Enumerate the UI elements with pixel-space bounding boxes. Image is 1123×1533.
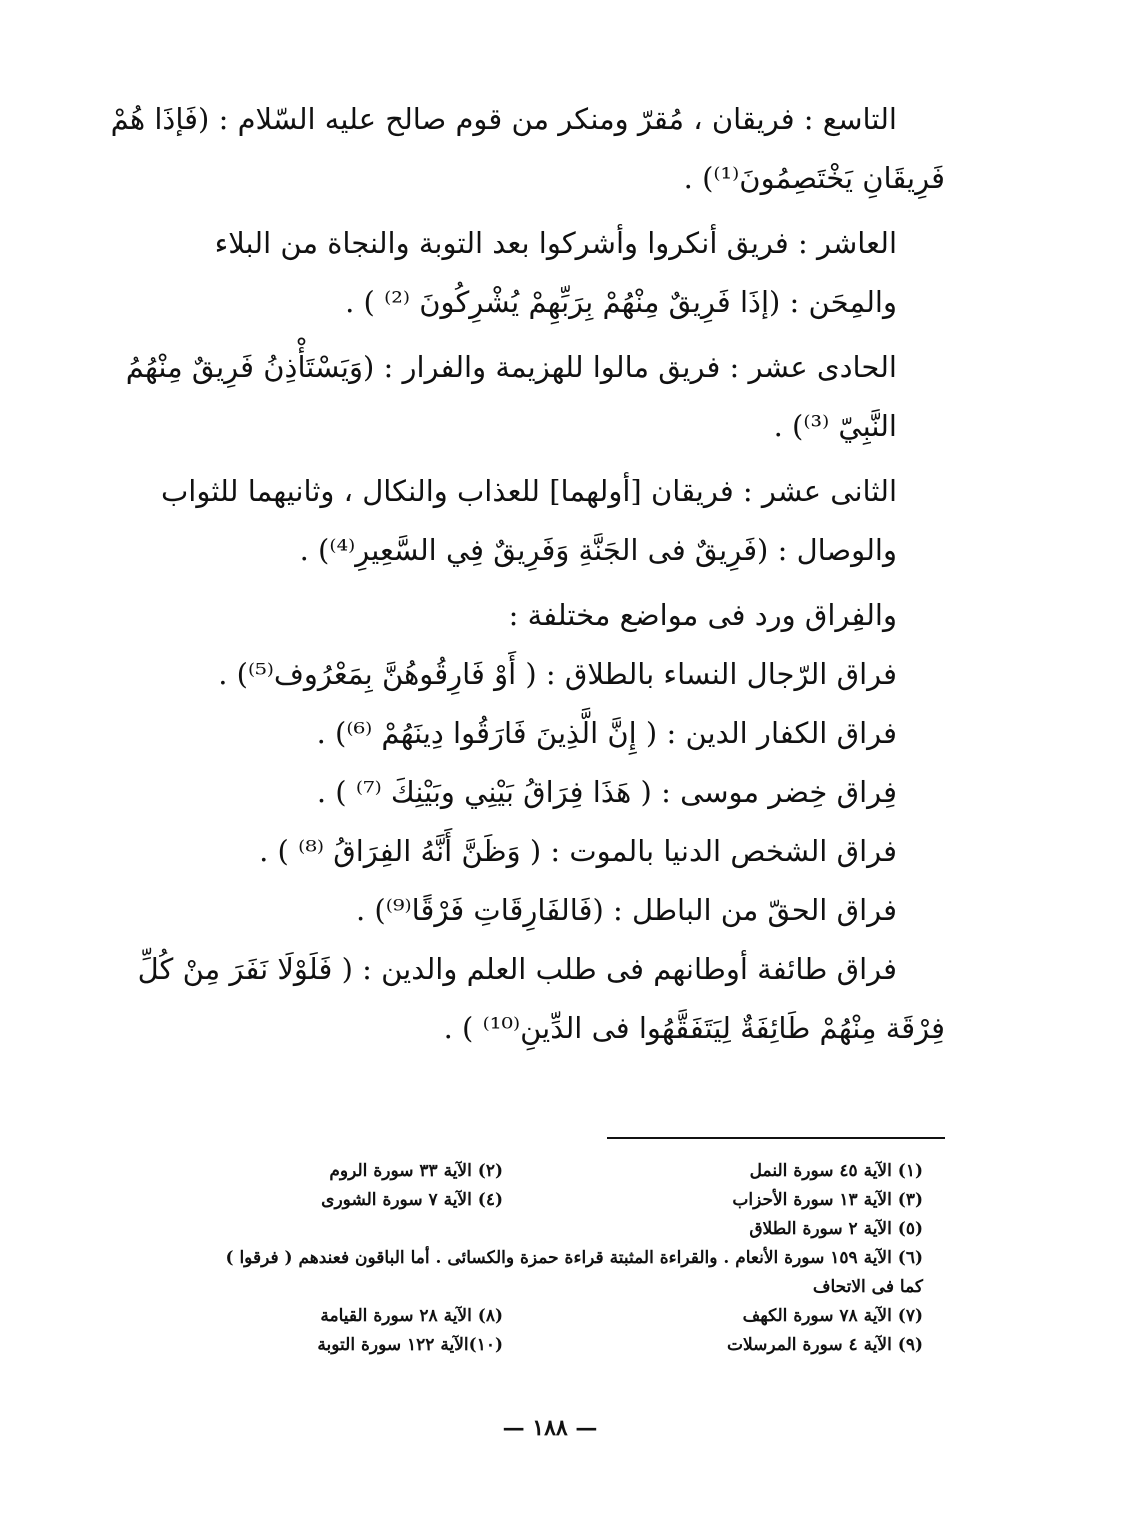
- footnote-row: [80, 1302, 923, 1331]
- footnote-row: [80, 1157, 923, 1186]
- footnote-3: (٣) الآية ١٣ سورة الأحزاب: [732, 1190, 923, 1210]
- firaq-item: فراق الحقّ من الباطل : (فَالفَارِقَاتِ فَرْقًا⁽⁹⁾) .: [356, 893, 897, 927]
- page-number: — ١٨٨ —: [502, 1415, 598, 1441]
- footnote-4: (٤) الآية ٧ سورة الشورى: [321, 1190, 503, 1210]
- footnote-row: [80, 1186, 923, 1215]
- text-line: فِرْقَة مِنْهُمْ طَائِفَةٌ لِيَتَفَقَّهُوا فى الدِّينِ⁽¹⁰⁾ ) .: [443, 1011, 945, 1045]
- footnote-5: (٥) الآية ٢ سورة الطلاق: [749, 1219, 923, 1239]
- footnote-7: (٧) الآية ٧٨ سورة الكهف: [742, 1306, 923, 1326]
- firaq-item: فراق الشخص الدنيا بالموت : ( وَظَنَّ أَنَّهُ الفِرَاقُ ⁽⁸⁾ ) .: [259, 834, 897, 868]
- main-text: [80, 90, 945, 1064]
- text-line: التاسع : فريقان ، مُقرّ ومنكر من قوم صالح عليه السّلام : (فَإذَا هُمْ: [110, 102, 897, 136]
- text-line: العاشر : فريق أنكروا وأشركوا بعد التوبة والنجاة من البلاء: [214, 226, 897, 260]
- text-line: فَرِيقَانِ يَخْتَصِمُونَ⁽¹⁾) .: [683, 161, 945, 195]
- text-line: والوصال : (فَرِيقٌ فى الجَنَّةِ وَفَرِيقٌ فِي السَّعِيرِ⁽⁴⁾) .: [299, 533, 897, 567]
- footnote-1: (١) الآية ٤٥ سورة النمل: [749, 1161, 923, 1181]
- footnote-row: [80, 1331, 923, 1360]
- firaq-item: فراق الكفار الدين : ( إِنَّ الَّذِينَ فَارَقُوا دِينَهُمْ ⁽⁶⁾) .: [316, 716, 897, 750]
- text-line: فراق طائفة أوطانهم فى طلب العلم والدين : ( فَلَوْلَا نَفَرَ مِنْ كُلِّ: [137, 952, 897, 986]
- firaq-intro: والفِراق ورد فى مواضع مختلفة :: [508, 598, 897, 632]
- text-line: النَّبِيّ ⁽³⁾) .: [773, 409, 897, 443]
- text-line: الثانى عشر : فريقان [أولهما] للعذاب والنكال ، وثانيهما للثواب: [160, 474, 897, 508]
- footnotes: [80, 1157, 923, 1360]
- footnote-row: [80, 1215, 923, 1244]
- text-line: والمِحَن : (إذَا فَرِيقٌ مِنْهُمْ بِرَبِّهِمْ يُشْرِكُونَ ⁽²⁾ ) .: [345, 285, 897, 319]
- footnote-2: (٢) الآية ٣٣ سورة الروم: [329, 1161, 503, 1181]
- paragraph-last: [80, 940, 945, 1058]
- text-line: الحادى عشر : فريق مالوا للهزيمة والفرار : (وَيَسْتَأْذِنُ فَرِيقٌ مِنْهُمُ: [125, 350, 897, 384]
- paragraph-ninth: [80, 90, 945, 208]
- footnote-8: (٨) الآية ٢٨ سورة القيامة: [320, 1306, 503, 1326]
- firaq-item: فِراق خِضر موسى : ( هَذَا فِرَاقُ بَيْنِي وبَيْنِكَ ⁽⁷⁾ ) .: [316, 775, 897, 809]
- paragraph-twelfth: [80, 462, 945, 580]
- paragraph-tenth: [80, 214, 945, 332]
- firaq-item: فراق الرّجال النساء بالطلاق : ( أَوْ فَارِقُوهُنَّ بِمَعْرُوف⁽⁵⁾) .: [218, 657, 897, 691]
- footnote-6: (٦) الآية ١٥٩ سورة الأنعام . والقراءة المثبتة قراءة حمزة والكسائى . أما الباقون فعندهم ( فرقوا ): [225, 1248, 923, 1268]
- footnote-10: (١٠)الآية ١٢٢ سورة التوبة: [317, 1335, 503, 1355]
- footnote-6-continued: كما فى الاتحاف: [812, 1277, 923, 1297]
- footnote-9: (٩) الآية ٤ سورة المرسلات: [727, 1335, 923, 1355]
- footnote-separator: [607, 1137, 945, 1139]
- paragraph-eleventh: [80, 338, 945, 456]
